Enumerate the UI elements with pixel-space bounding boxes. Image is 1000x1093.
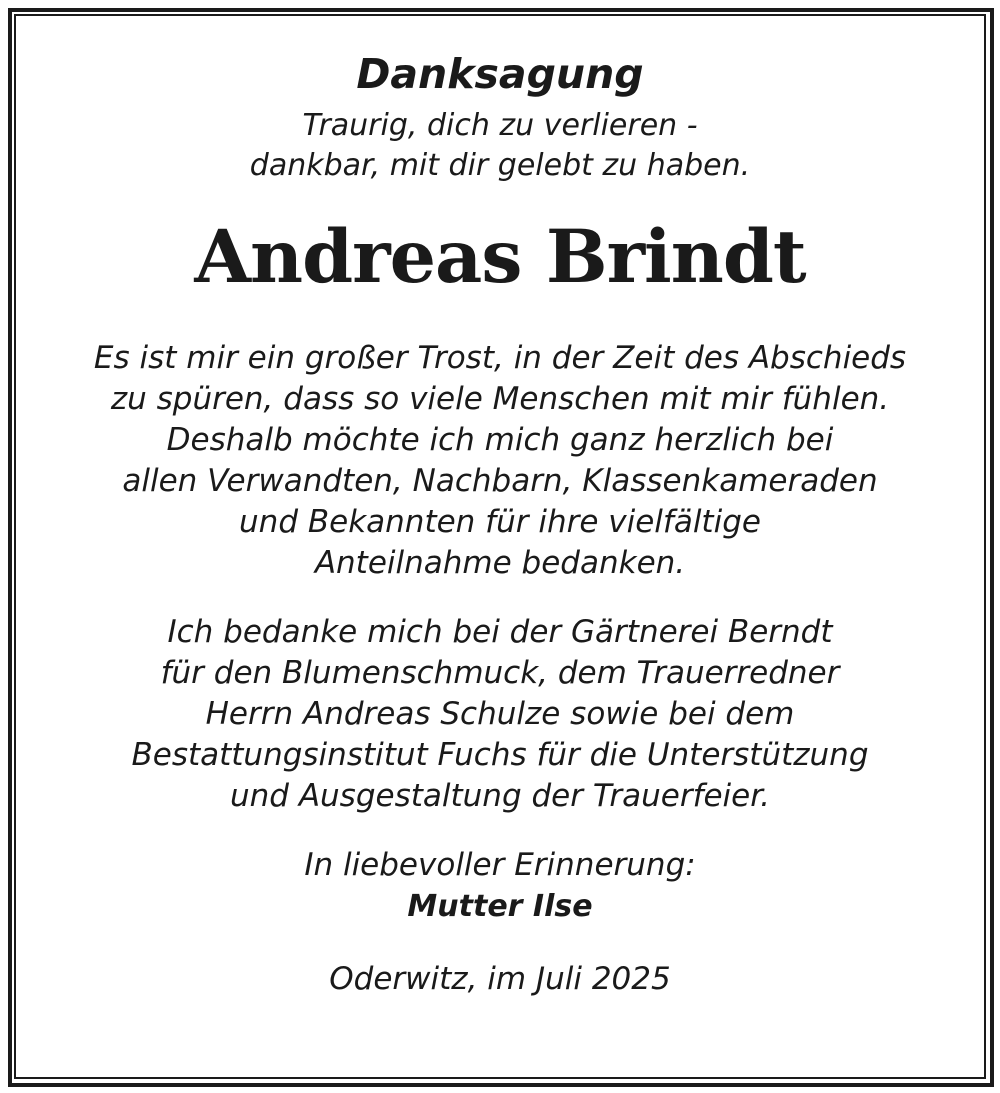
signer: Mutter Ilse [407,889,593,924]
thanks-paragraph-1 [20,338,980,584]
place-date: Oderwitz, im Juli 2025 [329,961,671,997]
paragraph-line: Bestattungsinstitut Fuchs für die Unterstützung [131,737,869,773]
paragraph-line: Deshalb möchte ich mich ganz herzlich bei [166,422,834,458]
paragraph-line: und Bekannten für ihre vielfältige [239,504,761,540]
notice-content [20,20,980,1000]
paragraph-line: Es ist mir ein großer Trost, in der Zeit des Abschieds [93,340,907,376]
paragraph-line: allen Verwandten, Nachbarn, Klassenkameraden [122,463,878,499]
memory-line: In liebevoller Erinnerung: [304,847,696,883]
deceased-name: Andreas Brindt [194,214,806,300]
motto-line: dankbar, mit dir gelebt zu haben. [249,148,751,183]
paragraph-line: und Ausgestaltung der Trauerfeier. [230,778,770,814]
paragraph-line: Herrn Andreas Schulze sowie bei dem [205,696,795,732]
heading: Danksagung [356,50,644,98]
paragraph-line: Ich bedanke mich bei der Gärtnerei Berndt [167,614,833,650]
paragraph-line: Anteilnahme bedanken. [314,545,686,581]
thanks-paragraph-2 [20,612,980,817]
motto-line: Traurig, dich zu verlieren - [302,108,698,143]
motto [20,106,980,186]
paragraph-line: für den Blumenschmuck, dem Trauerredner [160,655,840,691]
paragraph-line: zu spüren, dass so viele Menschen mit mir fühlen. [110,381,890,417]
